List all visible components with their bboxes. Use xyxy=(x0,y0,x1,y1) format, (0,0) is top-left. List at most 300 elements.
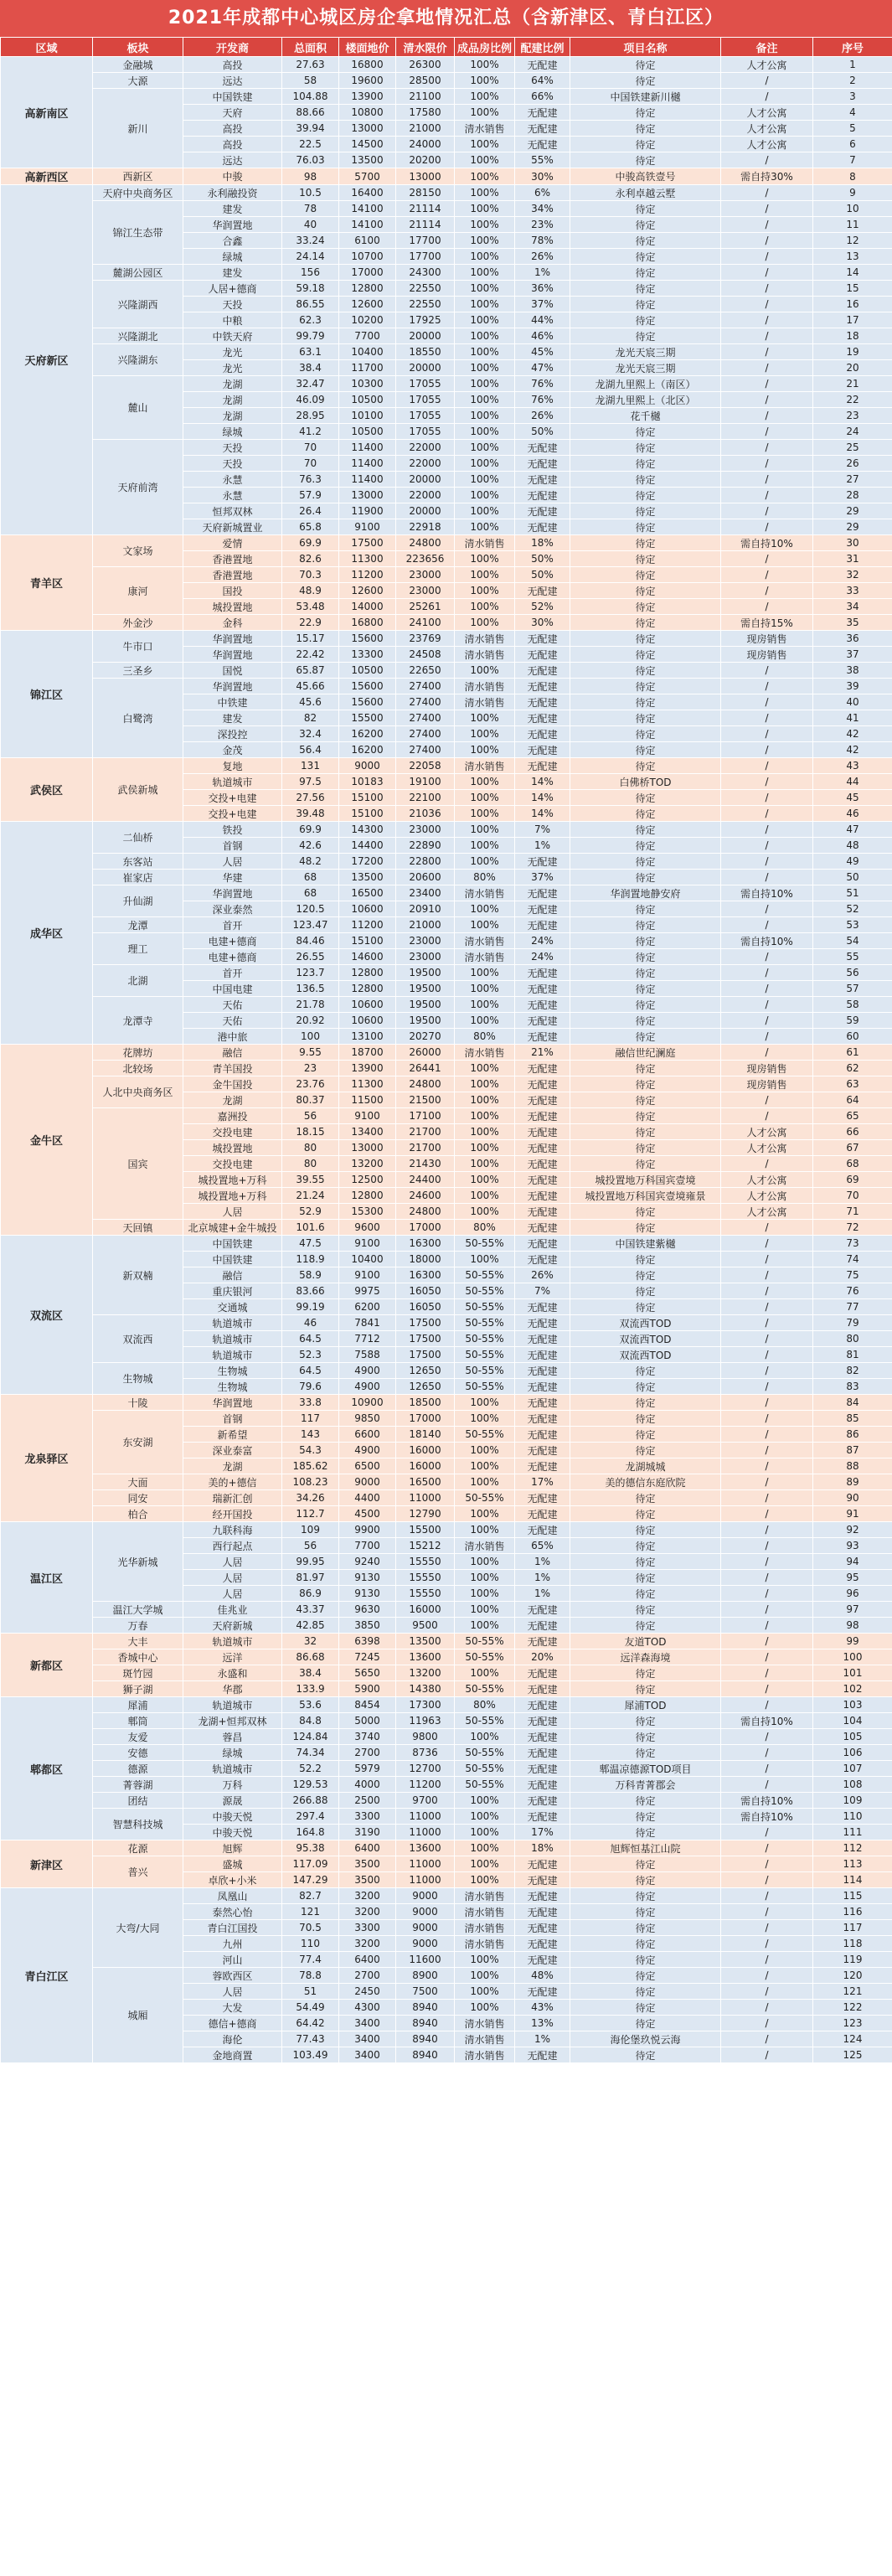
floor-price-cell: 14400 xyxy=(339,838,396,854)
project-cell: 待定 xyxy=(570,1156,721,1172)
finished-ratio-cell: 清水销售 xyxy=(455,1920,515,1936)
finished-ratio-cell: 100% xyxy=(455,408,515,424)
project-cell: 待定 xyxy=(570,1267,721,1283)
area-cell: 47.5 xyxy=(282,1236,339,1252)
allocation-cell: 78% xyxy=(515,233,570,249)
allocation-cell: 7% xyxy=(515,822,570,838)
finished-ratio-cell: 50-55% xyxy=(455,1761,515,1777)
index-cell: 85 xyxy=(813,1411,892,1427)
finished-ratio-cell: 50-55% xyxy=(455,1634,515,1649)
project-cell: 待定 xyxy=(570,1681,721,1697)
price-limit-cell: 24800 xyxy=(396,1204,455,1220)
sector-cell: 双流西 xyxy=(93,1315,183,1363)
price-limit-cell: 16050 xyxy=(396,1283,455,1299)
project-cell: 待定 xyxy=(570,1140,721,1156)
finished-ratio-cell: 100% xyxy=(455,488,515,503)
project-cell: 待定 xyxy=(570,1506,721,1522)
price-limit-cell: 21036 xyxy=(396,806,455,822)
developer-cell: 佳兆业 xyxy=(183,1602,282,1618)
remark-cell: 人才公寓 xyxy=(721,121,813,137)
floor-price-cell: 3850 xyxy=(339,1618,396,1634)
floor-price-cell: 13000 xyxy=(339,121,396,137)
sector-cell: 德源 xyxy=(93,1761,183,1777)
col-district: 区域 xyxy=(1,38,93,57)
index-cell: 26 xyxy=(813,456,892,472)
price-limit-cell: 20910 xyxy=(396,901,455,917)
price-limit-cell: 26300 xyxy=(396,57,455,73)
area-cell: 42.85 xyxy=(282,1618,339,1634)
price-limit-cell: 17500 xyxy=(396,1315,455,1331)
sector-cell: 理工 xyxy=(93,933,183,965)
area-cell: 15.17 xyxy=(282,631,339,647)
sector-cell: 花牌坊 xyxy=(93,1045,183,1061)
developer-cell: 永慧 xyxy=(183,472,282,488)
remark-cell: / xyxy=(721,408,813,424)
floor-price-cell: 6200 xyxy=(339,1299,396,1315)
floor-price-cell: 12600 xyxy=(339,583,396,599)
remark-cell: / xyxy=(721,1888,813,1904)
finished-ratio-cell: 100% xyxy=(455,1856,515,1872)
finished-ratio-cell: 50-55% xyxy=(455,1681,515,1697)
developer-cell: 泰然心怡 xyxy=(183,1904,282,1920)
developer-cell: 大发 xyxy=(183,2000,282,2016)
developer-cell: 首钢 xyxy=(183,1411,282,1427)
developer-cell: 西行起点 xyxy=(183,1538,282,1554)
floor-price-cell: 13400 xyxy=(339,1124,396,1140)
project-cell: 城投置地万科国宾壹境雍景 xyxy=(570,1188,721,1204)
remark-cell: / xyxy=(721,1554,813,1570)
allocation-cell: 无配建 xyxy=(515,1602,570,1618)
area-cell: 65.87 xyxy=(282,663,339,679)
floor-price-cell: 7588 xyxy=(339,1347,396,1363)
project-cell: 待定 xyxy=(570,1061,721,1076)
developer-cell: 金科 xyxy=(183,615,282,631)
table-row xyxy=(1,73,892,89)
price-limit-cell: 21430 xyxy=(396,1156,455,1172)
floor-price-cell: 13200 xyxy=(339,1156,396,1172)
developer-cell: 远达 xyxy=(183,73,282,89)
floor-price-cell: 2450 xyxy=(339,1984,396,2000)
allocation-cell: 65% xyxy=(515,1538,570,1554)
area-cell: 82.6 xyxy=(282,551,339,567)
index-cell: 81 xyxy=(813,1347,892,1363)
table-row xyxy=(1,758,892,774)
price-limit-cell: 21700 xyxy=(396,1124,455,1140)
allocation-cell: 无配建 xyxy=(515,1984,570,2000)
developer-cell: 华润置地 xyxy=(183,647,282,663)
project-cell: 待定 xyxy=(570,265,721,281)
area-cell: 41.2 xyxy=(282,424,339,440)
area-cell: 9.55 xyxy=(282,1045,339,1061)
project-cell: 待定 xyxy=(570,1872,721,1888)
remark-cell: 需自持15% xyxy=(721,615,813,631)
remark-cell: / xyxy=(721,1729,813,1745)
floor-price-cell: 12800 xyxy=(339,981,396,997)
developer-cell: 华润置地 xyxy=(183,1395,282,1411)
price-limit-cell: 28500 xyxy=(396,73,455,89)
project-cell: 待定 xyxy=(570,854,721,870)
developer-cell: 远达 xyxy=(183,152,282,168)
floor-price-cell: 4500 xyxy=(339,1506,396,1522)
sector-cell: 大面 xyxy=(93,1474,183,1490)
floor-price-cell: 15600 xyxy=(339,631,396,647)
developer-cell: 天投 xyxy=(183,297,282,312)
floor-price-cell: 14600 xyxy=(339,949,396,965)
area-cell: 52.2 xyxy=(282,1761,339,1777)
sector-cell: 三圣乡 xyxy=(93,663,183,679)
index-cell: 51 xyxy=(813,885,892,901)
developer-cell: 北京城建+金牛城投 xyxy=(183,1220,282,1236)
allocation-cell: 无配建 xyxy=(515,1856,570,1872)
sector-cell: 外金沙 xyxy=(93,615,183,631)
finished-ratio-cell: 100% xyxy=(455,137,515,152)
allocation-cell: 21% xyxy=(515,1045,570,1061)
allocation-cell: 30% xyxy=(515,615,570,631)
price-limit-cell: 11963 xyxy=(396,1713,455,1729)
finished-ratio-cell: 100% xyxy=(455,1793,515,1809)
district-cell: 高新南区 xyxy=(1,57,93,168)
area-cell: 136.5 xyxy=(282,981,339,997)
area-cell: 39.48 xyxy=(282,806,339,822)
header-row xyxy=(1,38,892,57)
allocation-cell: 无配建 xyxy=(515,647,570,663)
developer-cell: 九州 xyxy=(183,1936,282,1952)
floor-price-cell: 13500 xyxy=(339,152,396,168)
project-cell: 待定 xyxy=(570,1745,721,1761)
project-cell: 待定 xyxy=(570,1825,721,1840)
sector-cell: 大弯/大同 xyxy=(93,1888,183,1968)
floor-price-cell: 15300 xyxy=(339,1204,396,1220)
allocation-cell: 无配建 xyxy=(515,1188,570,1204)
project-cell: 待定 xyxy=(570,1665,721,1681)
allocation-cell: 47% xyxy=(515,360,570,376)
project-cell: 待定 xyxy=(570,1793,721,1809)
sector-cell: 文家场 xyxy=(93,535,183,567)
area-cell: 99.19 xyxy=(282,1299,339,1315)
finished-ratio-cell: 100% xyxy=(455,917,515,933)
index-cell: 6 xyxy=(813,137,892,152)
sector-cell: 金融城 xyxy=(93,57,183,73)
index-cell: 63 xyxy=(813,1076,892,1092)
developer-cell: 城投置地+万科 xyxy=(183,1188,282,1204)
finished-ratio-cell: 100% xyxy=(455,1618,515,1634)
finished-ratio-cell: 100% xyxy=(455,567,515,583)
index-cell: 61 xyxy=(813,1045,892,1061)
project-cell: 待定 xyxy=(570,631,721,647)
finished-ratio-cell: 100% xyxy=(455,503,515,519)
sector-cell: 东安湖 xyxy=(93,1411,183,1474)
allocation-cell: 无配建 xyxy=(515,679,570,694)
allocation-cell: 无配建 xyxy=(515,1936,570,1952)
remark-cell: / xyxy=(721,1490,813,1506)
price-limit-cell: 23769 xyxy=(396,631,455,647)
area-cell: 74.34 xyxy=(282,1745,339,1761)
finished-ratio-cell: 100% xyxy=(455,201,515,217)
remark-cell: / xyxy=(721,694,813,710)
sector-cell: 康河 xyxy=(93,567,183,615)
index-cell: 18 xyxy=(813,328,892,344)
area-cell: 64.5 xyxy=(282,1331,339,1347)
project-cell: 待定 xyxy=(570,535,721,551)
index-cell: 44 xyxy=(813,774,892,790)
finished-ratio-cell: 50-55% xyxy=(455,1347,515,1363)
index-cell: 52 xyxy=(813,901,892,917)
finished-ratio-cell: 100% xyxy=(455,1825,515,1840)
table-row xyxy=(1,679,892,694)
allocation-cell: 无配建 xyxy=(515,1952,570,1968)
allocation-cell: 无配建 xyxy=(515,1395,570,1411)
index-cell: 65 xyxy=(813,1108,892,1124)
remark-cell: 人才公寓 xyxy=(721,1140,813,1156)
floor-price-cell: 4900 xyxy=(339,1363,396,1379)
index-cell: 2 xyxy=(813,73,892,89)
allocation-cell: 无配建 xyxy=(515,1204,570,1220)
project-cell: 华润置地静安府 xyxy=(570,885,721,901)
remark-cell: / xyxy=(721,152,813,168)
table-row xyxy=(1,1618,892,1634)
finished-ratio-cell: 100% xyxy=(455,1140,515,1156)
project-cell: 待定 xyxy=(570,1124,721,1140)
project-cell: 犀浦TOD xyxy=(570,1697,721,1713)
price-limit-cell: 21100 xyxy=(396,89,455,105)
finished-ratio-cell: 80% xyxy=(455,1029,515,1045)
floor-price-cell: 16200 xyxy=(339,726,396,742)
developer-cell: 龙湖 xyxy=(183,408,282,424)
remark-cell: 现房销售 xyxy=(721,1061,813,1076)
price-limit-cell: 13200 xyxy=(396,1665,455,1681)
price-limit-cell: 24400 xyxy=(396,1172,455,1188)
table-row xyxy=(1,1856,892,1872)
developer-cell: 香港置地 xyxy=(183,567,282,583)
price-limit-cell: 11600 xyxy=(396,1952,455,1968)
finished-ratio-cell: 100% xyxy=(455,312,515,328)
price-limit-cell: 223656 xyxy=(396,551,455,567)
area-cell: 103.49 xyxy=(282,2047,339,2063)
developer-cell: 轨道城市 xyxy=(183,1347,282,1363)
remark-cell: / xyxy=(721,1506,813,1522)
index-cell: 48 xyxy=(813,838,892,854)
allocation-cell: 无配建 xyxy=(515,1745,570,1761)
finished-ratio-cell: 100% xyxy=(455,281,515,297)
index-cell: 72 xyxy=(813,1220,892,1236)
allocation-cell: 无配建 xyxy=(515,1522,570,1538)
allocation-cell: 无配建 xyxy=(515,901,570,917)
price-limit-cell: 28150 xyxy=(396,185,455,201)
table-row xyxy=(1,663,892,679)
price-limit-cell: 18140 xyxy=(396,1427,455,1443)
remark-cell: / xyxy=(721,249,813,265)
district-cell: 金牛区 xyxy=(1,1045,93,1236)
allocation-cell: 无配建 xyxy=(515,2047,570,2063)
index-cell: 31 xyxy=(813,551,892,567)
project-cell: 待定 xyxy=(570,456,721,472)
allocation-cell: 无配建 xyxy=(515,1347,570,1363)
index-cell: 122 xyxy=(813,2000,892,2016)
price-limit-cell: 23000 xyxy=(396,933,455,949)
developer-cell: 轨道城市 xyxy=(183,1761,282,1777)
index-cell: 94 xyxy=(813,1554,892,1570)
remark-cell: 需自持10% xyxy=(721,933,813,949)
price-limit-cell: 9800 xyxy=(396,1729,455,1745)
project-cell: 待定 xyxy=(570,567,721,583)
remark-cell: / xyxy=(721,1427,813,1443)
area-cell: 86.68 xyxy=(282,1649,339,1665)
finished-ratio-cell: 100% xyxy=(455,376,515,392)
price-limit-cell: 13000 xyxy=(396,168,455,185)
area-cell: 69.9 xyxy=(282,822,339,838)
floor-price-cell: 9100 xyxy=(339,1108,396,1124)
project-cell: 待定 xyxy=(570,901,721,917)
sector-cell: 天府中央商务区 xyxy=(93,185,183,201)
allocation-cell: 无配建 xyxy=(515,1252,570,1267)
floor-price-cell: 7712 xyxy=(339,1331,396,1347)
allocation-cell: 无配建 xyxy=(515,1172,570,1188)
finished-ratio-cell: 100% xyxy=(455,1474,515,1490)
price-limit-cell: 16500 xyxy=(396,1474,455,1490)
floor-price-cell: 15600 xyxy=(339,694,396,710)
price-limit-cell: 19500 xyxy=(396,965,455,981)
floor-price-cell: 6500 xyxy=(339,1458,396,1474)
remark-cell: / xyxy=(721,1443,813,1458)
developer-cell: 港中旅 xyxy=(183,1029,282,1045)
floor-price-cell: 2500 xyxy=(339,1793,396,1809)
finished-ratio-cell: 清水销售 xyxy=(455,2016,515,2031)
floor-price-cell: 5900 xyxy=(339,1681,396,1697)
project-cell: 待定 xyxy=(570,870,721,885)
area-cell: 95.38 xyxy=(282,1840,339,1856)
table-row xyxy=(1,1761,892,1777)
area-cell: 81.97 xyxy=(282,1570,339,1586)
district-cell: 成华区 xyxy=(1,822,93,1045)
area-cell: 88.66 xyxy=(282,105,339,121)
allocation-cell: 无配建 xyxy=(515,57,570,73)
finished-ratio-cell: 100% xyxy=(455,89,515,105)
developer-cell: 龙湖 xyxy=(183,376,282,392)
remark-cell: / xyxy=(721,1777,813,1793)
floor-price-cell: 18700 xyxy=(339,1045,396,1061)
floor-price-cell: 7841 xyxy=(339,1315,396,1331)
price-limit-cell: 23400 xyxy=(396,885,455,901)
area-cell: 78 xyxy=(282,201,339,217)
price-limit-cell: 24508 xyxy=(396,647,455,663)
floor-price-cell: 9000 xyxy=(339,1474,396,1490)
finished-ratio-cell: 清水销售 xyxy=(455,1904,515,1920)
remark-cell: 人才公寓 xyxy=(721,1172,813,1188)
area-cell: 185.62 xyxy=(282,1458,339,1474)
price-limit-cell: 17000 xyxy=(396,1411,455,1427)
price-limit-cell: 22650 xyxy=(396,663,455,679)
floor-price-cell: 7700 xyxy=(339,1538,396,1554)
index-cell: 87 xyxy=(813,1443,892,1458)
finished-ratio-cell: 100% xyxy=(455,1188,515,1204)
allocation-cell: 无配建 xyxy=(515,1506,570,1522)
price-limit-cell: 21000 xyxy=(396,121,455,137)
allocation-cell: 50% xyxy=(515,424,570,440)
project-cell: 待定 xyxy=(570,1618,721,1634)
floor-price-cell: 19600 xyxy=(339,73,396,89)
developer-cell: 中粮 xyxy=(183,312,282,328)
remark-cell: / xyxy=(721,1347,813,1363)
finished-ratio-cell: 100% xyxy=(455,1506,515,1522)
remark-cell: / xyxy=(721,1697,813,1713)
price-limit-cell: 11000 xyxy=(396,1490,455,1506)
finished-ratio-cell: 100% xyxy=(455,806,515,822)
remark-cell: / xyxy=(721,503,813,519)
floor-price-cell: 9000 xyxy=(339,758,396,774)
finished-ratio-cell: 100% xyxy=(455,663,515,679)
table-row xyxy=(1,1649,892,1665)
area-cell: 45.66 xyxy=(282,679,339,694)
area-cell: 21.24 xyxy=(282,1188,339,1204)
price-limit-cell: 11000 xyxy=(396,1825,455,1840)
area-cell: 117 xyxy=(282,1411,339,1427)
floor-price-cell: 3190 xyxy=(339,1825,396,1840)
floor-price-cell: 9100 xyxy=(339,519,396,535)
finished-ratio-cell: 100% xyxy=(455,1411,515,1427)
remark-cell: / xyxy=(721,217,813,233)
index-cell: 109 xyxy=(813,1793,892,1809)
area-cell: 80 xyxy=(282,1156,339,1172)
developer-cell: 蓉欧西区 xyxy=(183,1968,282,1984)
table-row xyxy=(1,567,892,583)
allocation-cell: 无配建 xyxy=(515,1904,570,1920)
project-cell: 待定 xyxy=(570,1729,721,1745)
developer-cell: 中国电建 xyxy=(183,981,282,997)
sector-cell: 国宾 xyxy=(93,1108,183,1220)
price-limit-cell: 20200 xyxy=(396,152,455,168)
developer-cell: 龙湖 xyxy=(183,392,282,408)
remark-cell: / xyxy=(721,1649,813,1665)
floor-price-cell: 15500 xyxy=(339,710,396,726)
finished-ratio-cell: 100% xyxy=(455,185,515,201)
allocation-cell: 无配建 xyxy=(515,917,570,933)
finished-ratio-cell: 100% xyxy=(455,344,515,360)
index-cell: 4 xyxy=(813,105,892,121)
floor-price-cell: 14000 xyxy=(339,599,396,615)
finished-ratio-cell: 清水销售 xyxy=(455,2031,515,2047)
price-limit-cell: 19500 xyxy=(396,997,455,1013)
index-cell: 22 xyxy=(813,392,892,408)
developer-cell: 高投 xyxy=(183,57,282,73)
remark-cell: / xyxy=(721,870,813,885)
developer-cell: 华润置地 xyxy=(183,217,282,233)
area-cell: 32.4 xyxy=(282,726,339,742)
finished-ratio-cell: 50-55% xyxy=(455,1777,515,1793)
price-limit-cell: 19100 xyxy=(396,774,455,790)
floor-price-cell: 10500 xyxy=(339,392,396,408)
table-row xyxy=(1,1729,892,1745)
area-cell: 39.94 xyxy=(282,121,339,137)
index-cell: 67 xyxy=(813,1140,892,1156)
floor-price-cell: 4400 xyxy=(339,1490,396,1506)
finished-ratio-cell: 80% xyxy=(455,1220,515,1236)
index-cell: 84 xyxy=(813,1395,892,1411)
price-limit-cell: 16300 xyxy=(396,1236,455,1252)
area-cell: 69.9 xyxy=(282,535,339,551)
floor-price-cell: 12600 xyxy=(339,297,396,312)
remark-cell: / xyxy=(721,1618,813,1634)
finished-ratio-cell: 100% xyxy=(455,1665,515,1681)
area-cell: 48.9 xyxy=(282,583,339,599)
table-row xyxy=(1,265,892,281)
remark-cell: / xyxy=(721,981,813,997)
index-cell: 7 xyxy=(813,152,892,168)
allocation-cell: 45% xyxy=(515,344,570,360)
index-cell: 98 xyxy=(813,1618,892,1634)
project-cell: 待定 xyxy=(570,1283,721,1299)
remark-cell: 需自持10% xyxy=(721,535,813,551)
floor-price-cell: 15100 xyxy=(339,933,396,949)
